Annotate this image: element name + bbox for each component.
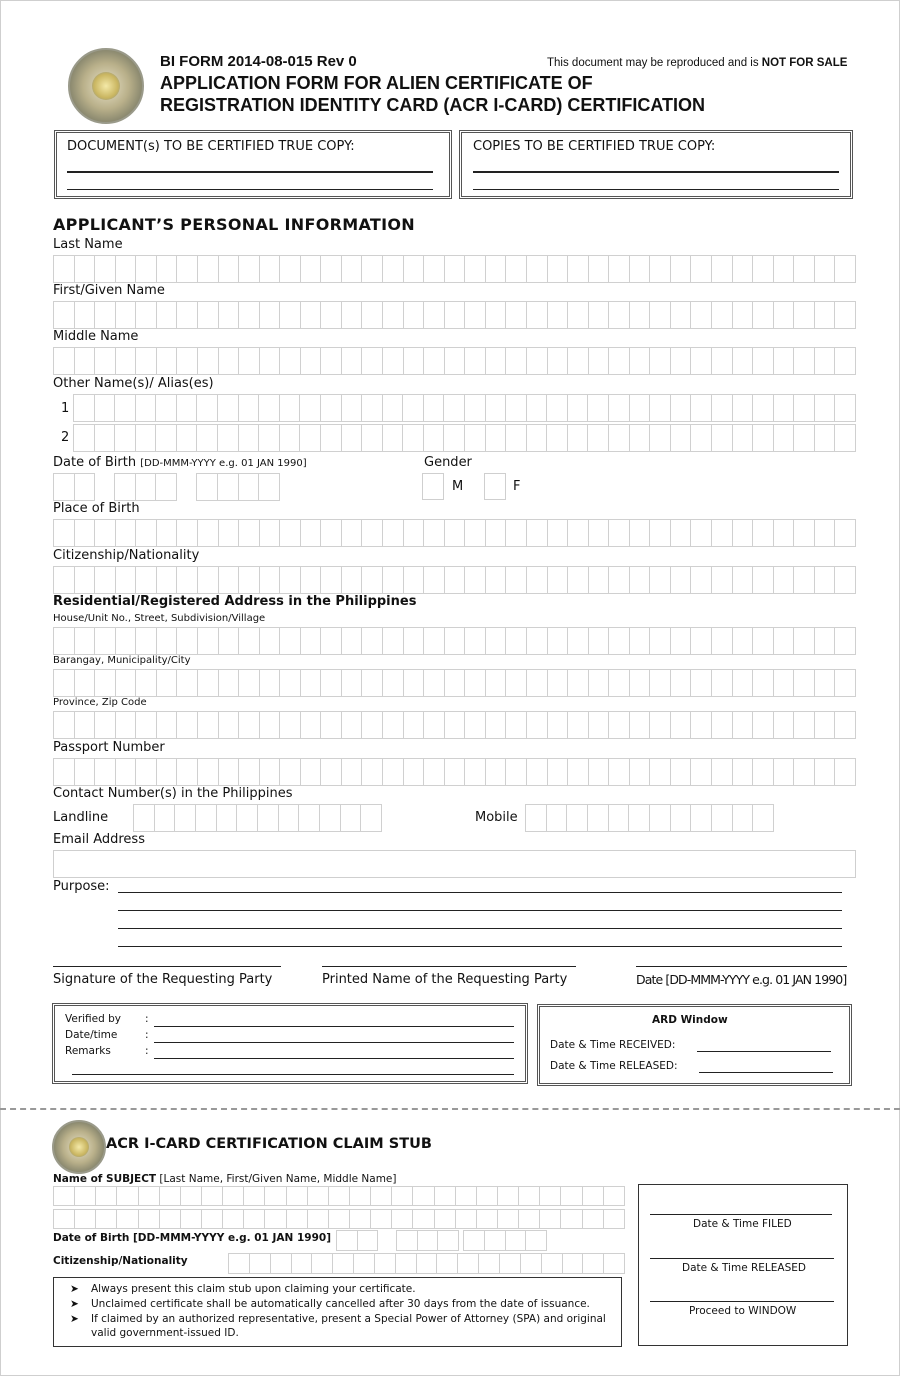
- personal-info-title: APPLICANT’S PERSONAL INFORMATION: [53, 215, 415, 234]
- citizenship-label: Citizenship/Nationality: [53, 548, 200, 563]
- gender-m-checkbox[interactable]: [422, 473, 444, 500]
- passport-label: Passport Number: [53, 740, 165, 755]
- stub-citizenship-field[interactable]: [228, 1253, 625, 1274]
- alias-2-number: 2: [61, 430, 70, 445]
- first-name-field[interactable]: [53, 301, 856, 329]
- purpose-line-4[interactable]: [118, 946, 842, 947]
- stub-note-1: Always present this claim stub upon claiming your certificate.: [91, 1283, 416, 1295]
- mobile-field[interactable]: [525, 804, 774, 832]
- verified-by-colon: :: [145, 1013, 149, 1025]
- gender-f-checkbox[interactable]: [484, 473, 506, 500]
- last-name-field[interactable]: [53, 255, 856, 283]
- landline-field[interactable]: [133, 804, 382, 832]
- gender-f-label: F: [513, 479, 521, 494]
- ard-received-label: Date & Time RECEIVED:: [550, 1039, 676, 1051]
- copies-line-1[interactable]: [473, 171, 839, 173]
- documents-line-2[interactable]: [67, 189, 433, 190]
- place-of-birth-field[interactable]: [53, 519, 856, 547]
- remarks-line-2[interactable]: [72, 1074, 514, 1075]
- stub-dob-year-field[interactable]: [463, 1230, 547, 1251]
- email-field[interactable]: [53, 850, 856, 878]
- stub-seal-logo: [52, 1120, 106, 1174]
- datetime-colon: :: [145, 1029, 149, 1041]
- purpose-line-3[interactable]: [118, 928, 842, 929]
- printed-name-line[interactable]: [322, 966, 576, 967]
- stub-title: ACR I-CARD CERTIFICATION CLAIM STUB: [106, 1136, 432, 1152]
- stub-proceed-label: Proceed to WINDOW: [689, 1305, 797, 1317]
- place-of-birth-label: Place of Birth: [53, 501, 140, 516]
- form-code: BI FORM 2014-08-015 Rev 0: [160, 53, 357, 70]
- stub-dob-day-field[interactable]: [336, 1230, 378, 1251]
- last-name-label: Last Name: [53, 237, 123, 252]
- alias-2-field[interactable]: [73, 424, 856, 452]
- purpose-line-2[interactable]: [118, 910, 842, 911]
- verified-by-label: Verified by: [65, 1013, 122, 1025]
- passport-field[interactable]: [53, 758, 856, 786]
- email-label: Email Address: [53, 832, 145, 847]
- address-line2-label: Barangay, Municipality/City: [53, 655, 191, 666]
- stub-filed-label: Date & Time FILED: [693, 1218, 792, 1230]
- citizenship-field[interactable]: [53, 566, 856, 594]
- dob-day-field[interactable]: [53, 473, 95, 501]
- stub-note-2: Unclaimed certificate shall be automatically cancelled after 30 days from the date of issuance.: [91, 1298, 590, 1310]
- verification-box: [52, 1003, 528, 1084]
- alias-1-number: 1: [61, 401, 70, 416]
- dob-month-field[interactable]: [114, 473, 177, 501]
- remarks-colon: :: [145, 1045, 149, 1057]
- copies-label: COPIES TO BE CERTIFIED TRUE COPY:: [473, 139, 716, 154]
- stub-note-bullet-3: ➤: [70, 1313, 79, 1325]
- stub-citizenship-label: Citizenship/Nationality: [53, 1255, 188, 1267]
- address-line3-label: Province, Zip Code: [53, 697, 147, 708]
- bureau-seal-logo: [68, 48, 144, 124]
- stub-name-label: Name of SUBJECT [Last Name, First/Given Name, Middle Name]: [53, 1173, 397, 1185]
- mobile-label: Mobile: [475, 810, 518, 825]
- date-label: Date [DD-MMM-YYYY e.g. 01 JAN 1990]: [636, 972, 847, 987]
- stub-note-bullet-1: ➤: [70, 1283, 79, 1295]
- middle-name-label: Middle Name: [53, 329, 139, 344]
- contact-label: Contact Number(s) in the Philippines: [53, 786, 293, 801]
- address-line3-field[interactable]: [53, 711, 856, 739]
- datetime-line[interactable]: [154, 1042, 514, 1043]
- other-names-label: Other Name(s)/ Alias(es): [53, 376, 214, 391]
- signature-line[interactable]: [53, 966, 281, 967]
- stub-name-field-2[interactable]: [53, 1209, 625, 1229]
- stub-proceed-line[interactable]: [650, 1301, 834, 1302]
- reproduction-notice: This document may be reproduced and is NOT FOR SALE: [547, 57, 848, 69]
- stub-dob-label: Date of Birth [DD-MMM-YYYY e.g. 01 JAN 1990]: [53, 1232, 332, 1244]
- cut-line: [0, 1108, 900, 1110]
- ard-released-line[interactable]: [699, 1072, 833, 1073]
- form-title-line2: REGISTRATION IDENTITY CARD (ACR I-CARD) CERTIFICATION: [160, 95, 705, 115]
- documents-line-1[interactable]: [67, 171, 433, 173]
- signature-label: Signature of the Requesting Party: [53, 972, 273, 987]
- ard-received-line[interactable]: [697, 1051, 831, 1052]
- first-name-label: First/Given Name: [53, 283, 165, 298]
- ard-window-title: ARD Window: [652, 1014, 728, 1026]
- verified-by-line[interactable]: [154, 1026, 514, 1027]
- address-line1-label: House/Unit No., Street, Subdivision/Village: [53, 613, 266, 624]
- stub-filed-line[interactable]: [650, 1214, 832, 1215]
- dob-label: Date of Birth [DD-MMM-YYYY e.g. 01 JAN 1990]: [53, 455, 307, 470]
- form-title-line1: APPLICATION FORM FOR ALIEN CERTIFICATE OF: [160, 73, 593, 93]
- gender-label: Gender: [424, 455, 472, 470]
- middle-name-field[interactable]: [53, 347, 856, 375]
- purpose-label: Purpose:: [53, 879, 110, 894]
- stub-note-bullet-2: ➤: [70, 1298, 79, 1310]
- landline-label: Landline: [53, 810, 109, 825]
- stub-note-4: valid government-issued ID.: [91, 1327, 239, 1339]
- documents-label: DOCUMENT(s) TO BE CERTIFIED TRUE COPY:: [67, 139, 355, 154]
- stub-released-label: Date & Time RELEASED: [682, 1262, 806, 1274]
- address-title: Residential/Registered Address in the Philippines: [53, 594, 417, 609]
- dob-year-field[interactable]: [196, 473, 280, 501]
- ard-released-label: Date & Time RELEASED:: [550, 1060, 678, 1072]
- address-line1-field[interactable]: [53, 627, 856, 655]
- stub-dob-month-field[interactable]: [396, 1230, 459, 1251]
- copies-line-2[interactable]: [473, 189, 839, 190]
- address-line2-field[interactable]: [53, 669, 856, 697]
- stub-name-field-1[interactable]: [53, 1186, 625, 1206]
- stub-released-line[interactable]: [650, 1258, 834, 1259]
- date-line[interactable]: [636, 966, 847, 967]
- printed-name-label: Printed Name of the Requesting Party: [322, 972, 568, 987]
- stub-note-3: If claimed by an authorized representative, present a Special Power of Attorney (SPA) and original: [91, 1313, 606, 1325]
- remarks-line-1[interactable]: [154, 1058, 514, 1059]
- datetime-label: Date/time: [65, 1029, 118, 1041]
- alias-1-field[interactable]: [73, 394, 856, 422]
- gender-m-label: M: [452, 479, 464, 494]
- purpose-line-1[interactable]: [118, 892, 842, 893]
- remarks-label: Remarks: [65, 1045, 111, 1057]
